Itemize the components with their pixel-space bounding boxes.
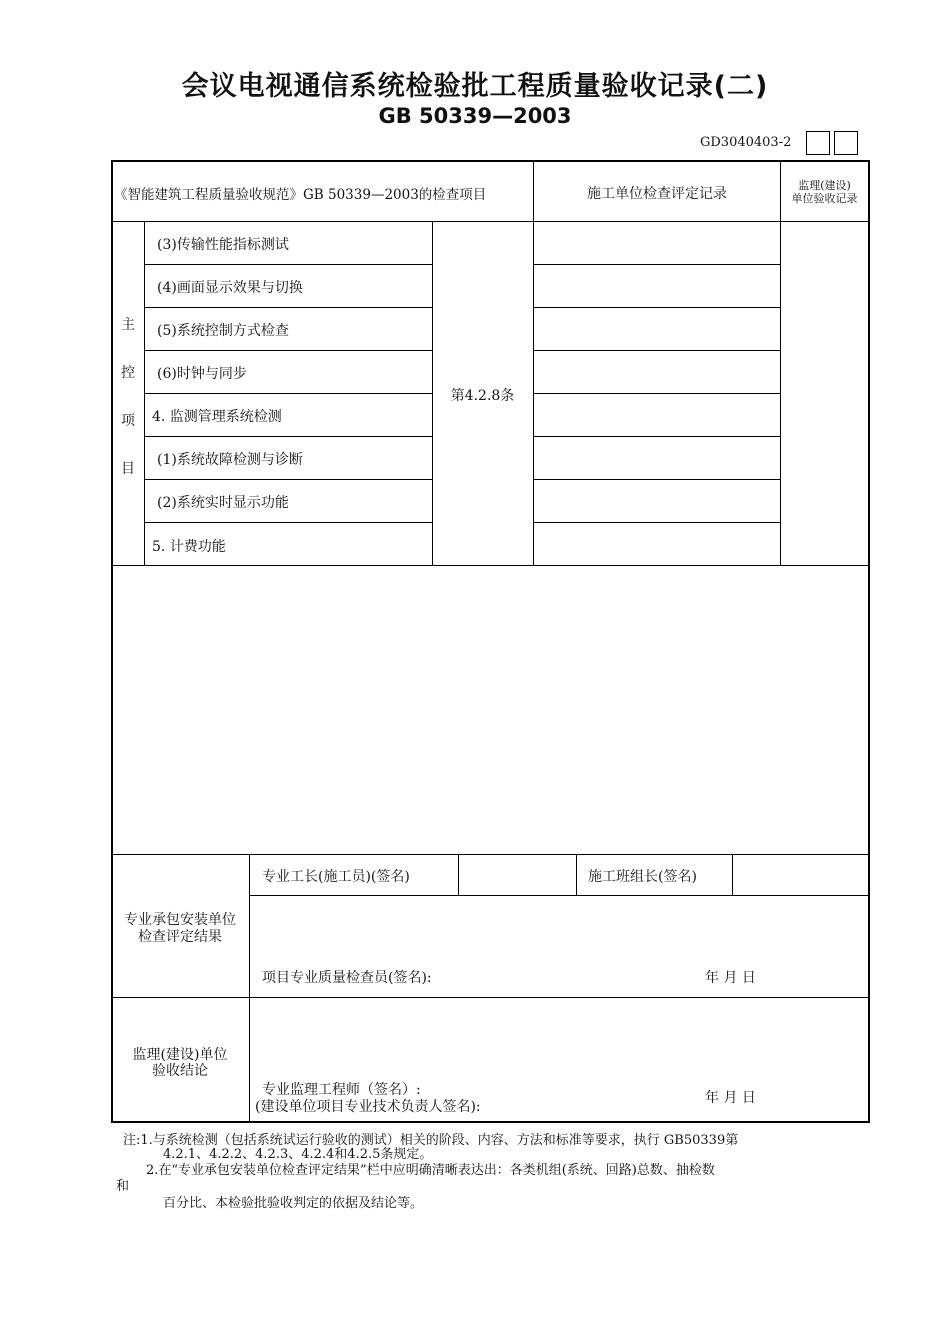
item-clock-sync: (6)时钟与同步	[157, 366, 247, 382]
quality-inspector-label: 项目专业质量检查员(签名):	[262, 970, 432, 986]
note-2-line2: 百分比、本检验批验收判定的依据及结论等。	[163, 1196, 424, 1211]
item-billing: 5. 计费功能	[152, 539, 226, 555]
item-display-switching: (4)画面显示效果与切换	[157, 280, 303, 296]
clause-ref: 第4.2.8条	[450, 388, 515, 404]
supervisor-result-label-line2: 验收结论	[152, 1063, 208, 1079]
header-contractor: 施工单位检查评定记录	[587, 186, 727, 202]
contractor-record-cell[interactable]	[534, 394, 780, 436]
note-2-and: 和	[116, 1179, 130, 1194]
foreman-signature-field[interactable]	[459, 855, 576, 895]
item-realtime-display: (2)系统实时显示功能	[157, 495, 289, 511]
item-transmission-test: (3)传输性能指标测试	[157, 237, 289, 253]
supervisor-result-label-line1: 监理(建设)单位	[132, 1047, 228, 1063]
section-label-char: 控	[121, 365, 135, 381]
section-label-char: 主	[121, 317, 135, 333]
owner-representative-label: (建设单位项目专业技术负责人签名):	[255, 1099, 481, 1115]
contractor-record-cell[interactable]	[534, 523, 780, 565]
foreman-signature-label: 专业工长(施工员)(签名)	[262, 869, 410, 885]
form-code-box-2[interactable]	[834, 131, 858, 155]
item-fault-detection: (1)系统故障检测与诊断	[157, 452, 303, 468]
supervising-engineer-label: 专业监理工程师（签名）:	[262, 1082, 421, 1098]
contractor-date: 年 月 日	[705, 970, 756, 986]
note-1-line2: 4.2.1、4.2.2、4.2.3、4.2.4和4.2.5条规定。	[163, 1147, 433, 1162]
item-monitoring-system: 4. 监测管理系统检测	[152, 409, 282, 425]
contractor-record-cell[interactable]	[534, 351, 780, 393]
team-leader-signature-label: 施工班组长(签名)	[588, 869, 697, 885]
form-code-box-1[interactable]	[806, 131, 830, 155]
contractor-record-cell[interactable]	[534, 480, 780, 522]
header-supervisor-line2: 单位验收记录	[791, 192, 858, 205]
supervisor-record-cell[interactable]	[781, 222, 867, 565]
contractor-record-cell[interactable]	[534, 437, 780, 479]
standard-code: GB 50339—2003	[378, 104, 572, 128]
note-1-line1: 注:1.与系统检测（包括系统试运行验收的测试）相关的阶段、内容、方法和标准等要求，执行 GB50339第	[123, 1133, 739, 1148]
contractor-result-label-line2: 检查评定结果	[138, 929, 222, 945]
page-title: 会议电视通信系统检验批工程质量验收记录(二)	[181, 71, 769, 102]
blank-remarks-area[interactable]	[113, 566, 868, 854]
item-control-mode: (5)系统控制方式检查	[157, 323, 289, 339]
section-label-char: 目	[121, 461, 135, 477]
contractor-record-cell[interactable]	[534, 265, 780, 307]
section-label-char: 项	[121, 413, 135, 429]
team-leader-signature-field[interactable]	[733, 855, 868, 895]
form-code: GD3040403-2	[700, 135, 792, 150]
contractor-record-cell[interactable]	[534, 308, 780, 350]
contractor-record-cell[interactable]	[534, 222, 780, 264]
note-2-line1: 2.在“专业承包安装单位检查评定结果”栏中应明确清晰表达出：各类机组(系统、回路)总数、抽检数	[146, 1163, 715, 1178]
contractor-result-label-line1: 专业承包安装单位	[124, 912, 236, 928]
supervisor-date: 年 月 日	[705, 1090, 756, 1106]
header-items: 《智能建筑工程质量验收规范》GB 50339—2003的检查项目	[114, 187, 487, 203]
header-supervisor-line1: 监理(建设)	[798, 179, 851, 192]
